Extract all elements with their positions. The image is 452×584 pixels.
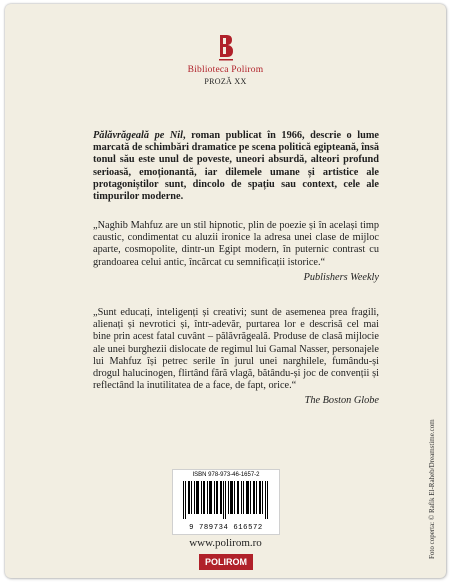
photo-credit: Foto coperta: © Rafik El-Raheb/Dreamstime.com [428,419,436,559]
publisher-series-logo [5,32,446,86]
isbn-number: ISBN 978-973-46-1657-2 [192,472,260,478]
quote-text: „Naghib Mahfuz are un stil hipnotic, plin de poezie și în același timp caustic, condimentat cu aluzii ironice la adresa unei clase de mijloc aparte, cosmopolite, dintr-un Egipt modern, în puternic contrast cu grandoarea celui antic, încărcat cu semnificații istorice.“ [93,220,379,268]
isbn-barcode [172,469,280,535]
publisher-logo: POLIROM [199,554,253,570]
biblioteca-polirom-emblem [217,32,235,62]
quote-source: The Boston Globe [304,395,379,407]
review-quote-1 [93,220,379,284]
quote-text: „Sunt educați, inteligenți și creativi; sunt de asemenea prea fragili, alienați și nevrotici și, într-adevăr, purtarea lor e descrisă cel mai bine prin acest fatal cuvânt – pălăvrăgeală. Produse de clasă mijlocie ale unei burghezii dislocate de regimul lui Gamal Nasser, personajele lui Mahfuz își petrec serile în jurul unei narghilele, fumându-și drogul halucinogen, flirtând fără vlagă, bătându-și joc de convenții și reflectând la inutilitatea de a face, de fapt, orice.“ [93,307,379,392]
barcode-icon [183,481,269,519]
quote-source: Publishers Weekly [303,271,379,283]
publisher-website: www.polirom.ro [189,537,262,549]
book-description [93,130,379,203]
book-back-cover [5,4,446,578]
series-name: Biblioteca Polirom [187,65,264,75]
review-quote-2 [93,307,379,408]
description-body: , roman publicat în 1966, descrie o lume marcată de schimbări dramatice pe scena politică egipteană, însă tonul său este unul de poveste, uneori absurdă, alteori profund serioasă, emoționantă, iar dilemele umane și artistice ale protagoniștilor sunt, dincolo de spațiu sau context, cele ale timpurilor moderne. [93,130,379,203]
collection-name: PROZĂ XX [204,77,247,86]
barcode-digits: 9 789734 616572 [189,524,263,532]
book-title: Pălăvrăgeală pe Nil [93,130,184,141]
